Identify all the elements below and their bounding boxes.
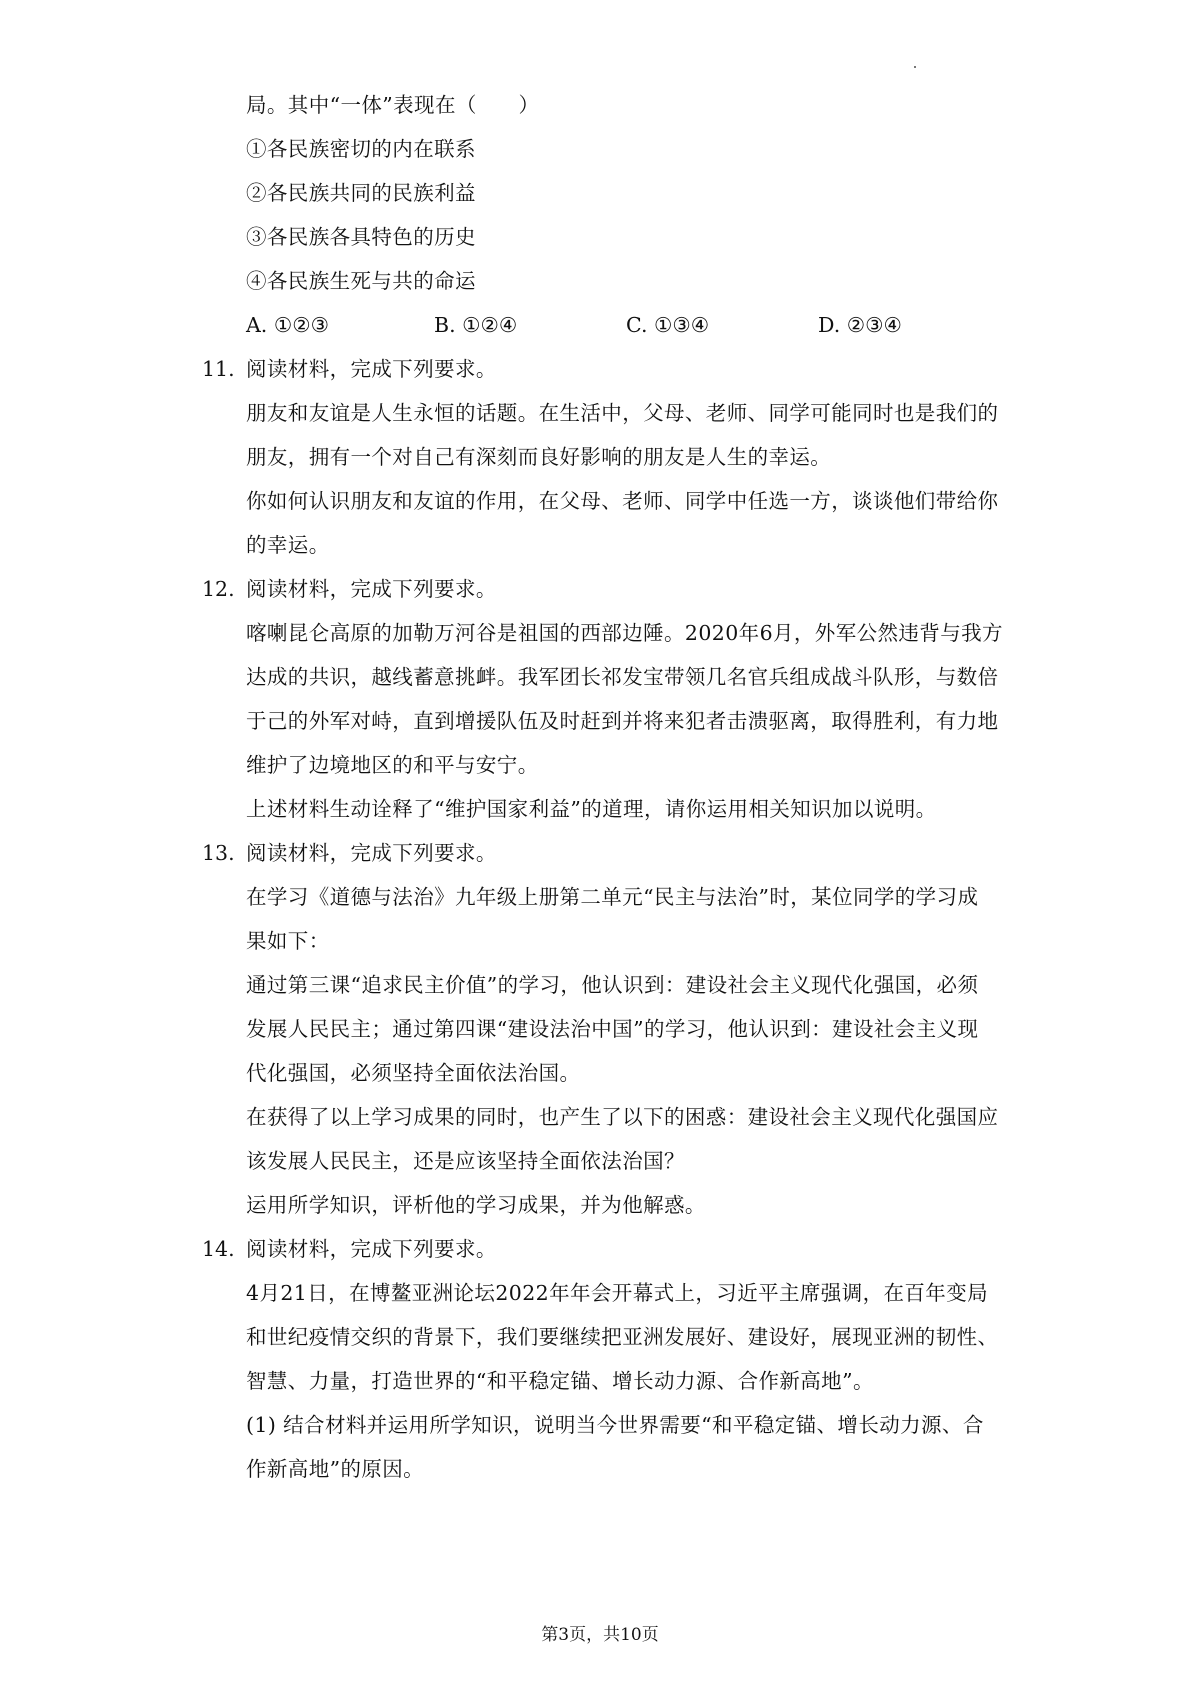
q10-item-2: ②各民族共同的民族利益 <box>246 181 476 205</box>
q13-title: 阅读材料，完成下列要求。 <box>246 841 497 865</box>
q10-item-4: ④各民族生死与共的命运 <box>246 269 476 293</box>
q11-line-3: 你如何认识朋友和友谊的作用，在父母、老师、同学中任选一方，谈谈他们带给你 <box>246 489 999 513</box>
q12-line-5: 上述材料生动诠释了“维护国家利益”的道理，请你运用相关知识加以说明。 <box>246 797 937 821</box>
q14-title: 阅读材料，完成下列要求。 <box>246 1237 497 1261</box>
page-footer: 第3页，共10页 <box>541 1625 659 1645</box>
q13-line-8: 运用所学知识，评析他的学习成果，并为他解惑。 <box>246 1193 706 1217</box>
q10-option-c: C. ①③④ <box>626 313 710 337</box>
q12-line-4: 维护了边境地区的和平与安宁。 <box>246 753 539 777</box>
q13-line-1: 在学习《道德与法治》九年级上册第二单元“民主与法治”时，某位同学的学习成 <box>246 885 979 909</box>
q13-line-4: 发展人民民主；通过第四课“建设法治中国”的学习，他认识到：建设社会主义现 <box>246 1017 979 1041</box>
q11-title: 阅读材料，完成下列要求。 <box>246 357 497 381</box>
q13-line-6: 在获得了以上学习成果的同时，也产生了以下的困惑：建设社会主义现代化强国应 <box>246 1105 999 1129</box>
q14-number: 14. <box>202 1237 235 1261</box>
q10-stem-tail: 局。其中“一体”表现在（ ） <box>246 93 540 117</box>
q13-number: 13. <box>202 841 235 865</box>
q10-item-1: ①各民族密切的内在联系 <box>246 137 476 161</box>
q11-line-1: 朋友和友谊是人生永恒的话题。在生活中，父母、老师、同学可能同时也是我们的 <box>246 401 999 425</box>
q13-line-3: 通过第三课“追求民主价值”的学习，他认识到：建设社会主义现代化强国，必须 <box>246 973 979 997</box>
q14-subquestion-1-line-2: 作新高地”的原因。 <box>246 1457 425 1481</box>
q10-option-d: D. ②③④ <box>818 313 902 337</box>
q12-title: 阅读材料，完成下列要求。 <box>246 577 497 601</box>
q13-line-5: 代化强国，必须坚持全面依法治国。 <box>246 1061 581 1085</box>
q10-option-b: B. ①②④ <box>434 313 518 337</box>
q13-line-7: 该发展人民民主，还是应该坚持全面依法治国？ <box>246 1149 685 1173</box>
q14-line-1: 4月21日，在博鳌亚洲论坛2022年年会开幕式上，习近平主席强调，在百年变局 <box>246 1281 988 1305</box>
q11-line-2: 朋友，拥有一个对自己有深刻而良好影响的朋友是人生的幸运。 <box>246 445 832 469</box>
q10-item-3: ③各民族各具特色的历史 <box>246 225 476 249</box>
q11-number: 11. <box>202 357 235 381</box>
q12-line-1: 喀喇昆仑高原的加勒万河谷是祖国的西部边陲。2020年6月，外军公然违背与我方 <box>246 621 1003 645</box>
q14-subquestion-1-line-1: (1) 结合材料并运用所学知识，说明当今世界需要“和平稳定锚、增长动力源、合 <box>246 1413 984 1437</box>
q12-line-3: 于己的外军对峙，直到增援队伍及时赶到并将来犯者击溃驱离，取得胜利，有力地 <box>246 709 999 733</box>
q12-number: 12. <box>202 577 235 601</box>
q12-line-2: 达成的共识，越线蓄意挑衅。我军团长祁发宝带领几名官兵组成战斗队形，与数倍 <box>246 665 999 689</box>
q14-line-3: 智慧、力量，打造世界的“和平稳定锚、增长动力源、合作新高地”。 <box>246 1369 874 1393</box>
q13-line-2: 果如下： <box>246 929 330 953</box>
q10-option-a: A. ①②③ <box>246 313 329 337</box>
scan-mark <box>914 66 916 68</box>
q14-line-2: 和世纪疫情交织的背景下，我们要继续把亚洲发展好、建设好，展现亚洲的韧性、 <box>246 1325 999 1349</box>
q11-line-4: 的幸运。 <box>246 533 330 557</box>
